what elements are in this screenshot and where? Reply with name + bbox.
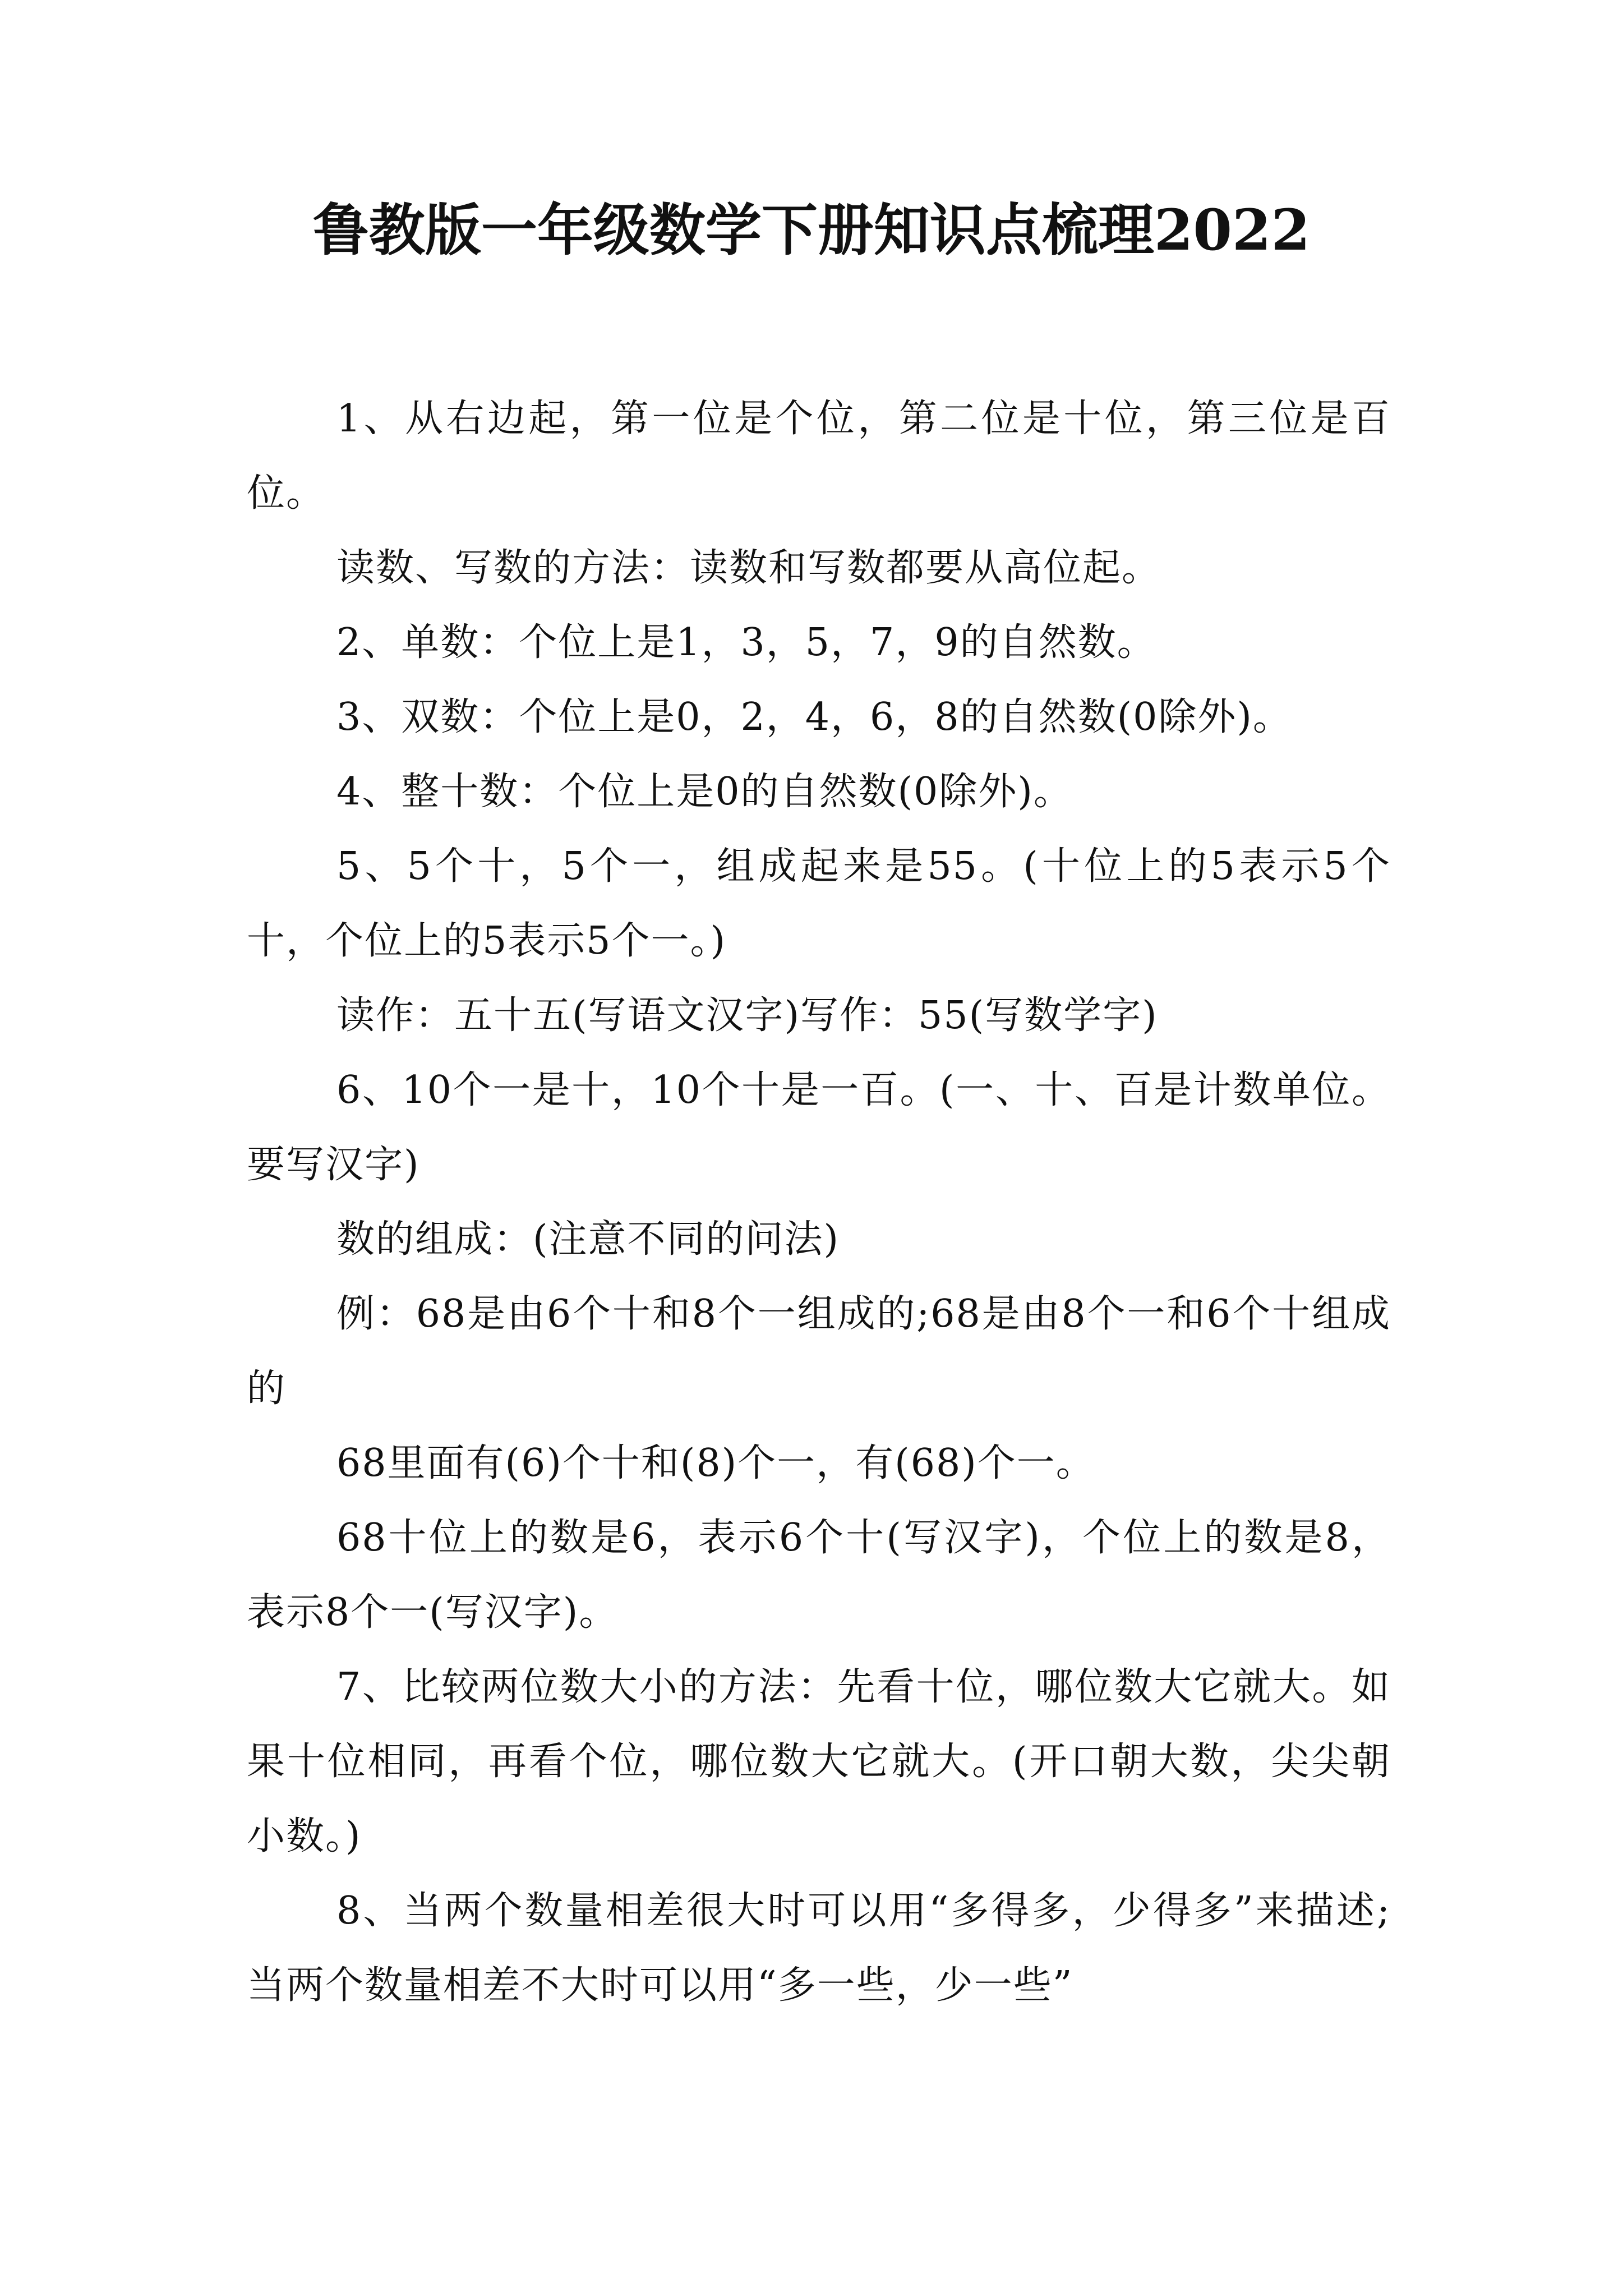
paragraph-9: 数的组成：(注意不同的问法) [336, 1217, 840, 1262]
document-title: 鲁教版一年级数学下册知识点梳理2022 [312, 197, 1311, 263]
paragraph-8: 6、10个一是十，10个十是一百。(一、十、百是计数单位。要写汉字) [247, 1068, 1391, 1187]
paragraph-10: 例：68是由6个十和8个一组成的;68是由8个一和6个十组成的 [247, 1292, 1391, 1411]
paragraph-4: 3、双数：个位上是0，2，4，6，8的自然数(0除外)。 [336, 695, 1292, 739]
paragraph-14: 8、当两个数量相差很大时可以用“多得多，少得多”来描述;当两个数量相差不大时可以用“多一些，少一些” [247, 1889, 1391, 2008]
paragraph-7: 读作：五十五(写语文汉字)写作：55(写数学字) [336, 993, 1158, 1038]
paragraph-6: 5、5个十，5个一，组成起来是55。(十位上的5表示5个十，个位上的5表示5个一。) [247, 844, 1391, 963]
paragraph-1: 1、从右边起，第一位是个位，第二位是十位，第三位是百位。 [247, 397, 1391, 516]
paragraph-2: 读数、写数的方法：读数和写数都要从高位起。 [336, 546, 1161, 590]
paragraph-5: 4、整十数：个位上是0的自然数(0除外)。 [336, 770, 1073, 814]
paragraph-3: 2、单数：个位上是1，3，5，7，9的自然数。 [336, 620, 1156, 665]
paragraph-11: 68里面有(6)个十和(8)个一，有(68)个一。 [336, 1441, 1095, 1485]
paragraph-12: 68十位上的数是6，表示6个十(写汉字)，个位上的数是8，表示8个一(写汉字)。 [247, 1516, 1391, 1635]
paragraph-13: 7、比较两位数大小的方法：先看十位，哪位数大它就大。如果十位相同，再看个位，哪位数大它就大。(开口朝大数，尖尖朝小数。) [247, 1665, 1391, 1858]
document-body [247, 381, 1391, 2023]
